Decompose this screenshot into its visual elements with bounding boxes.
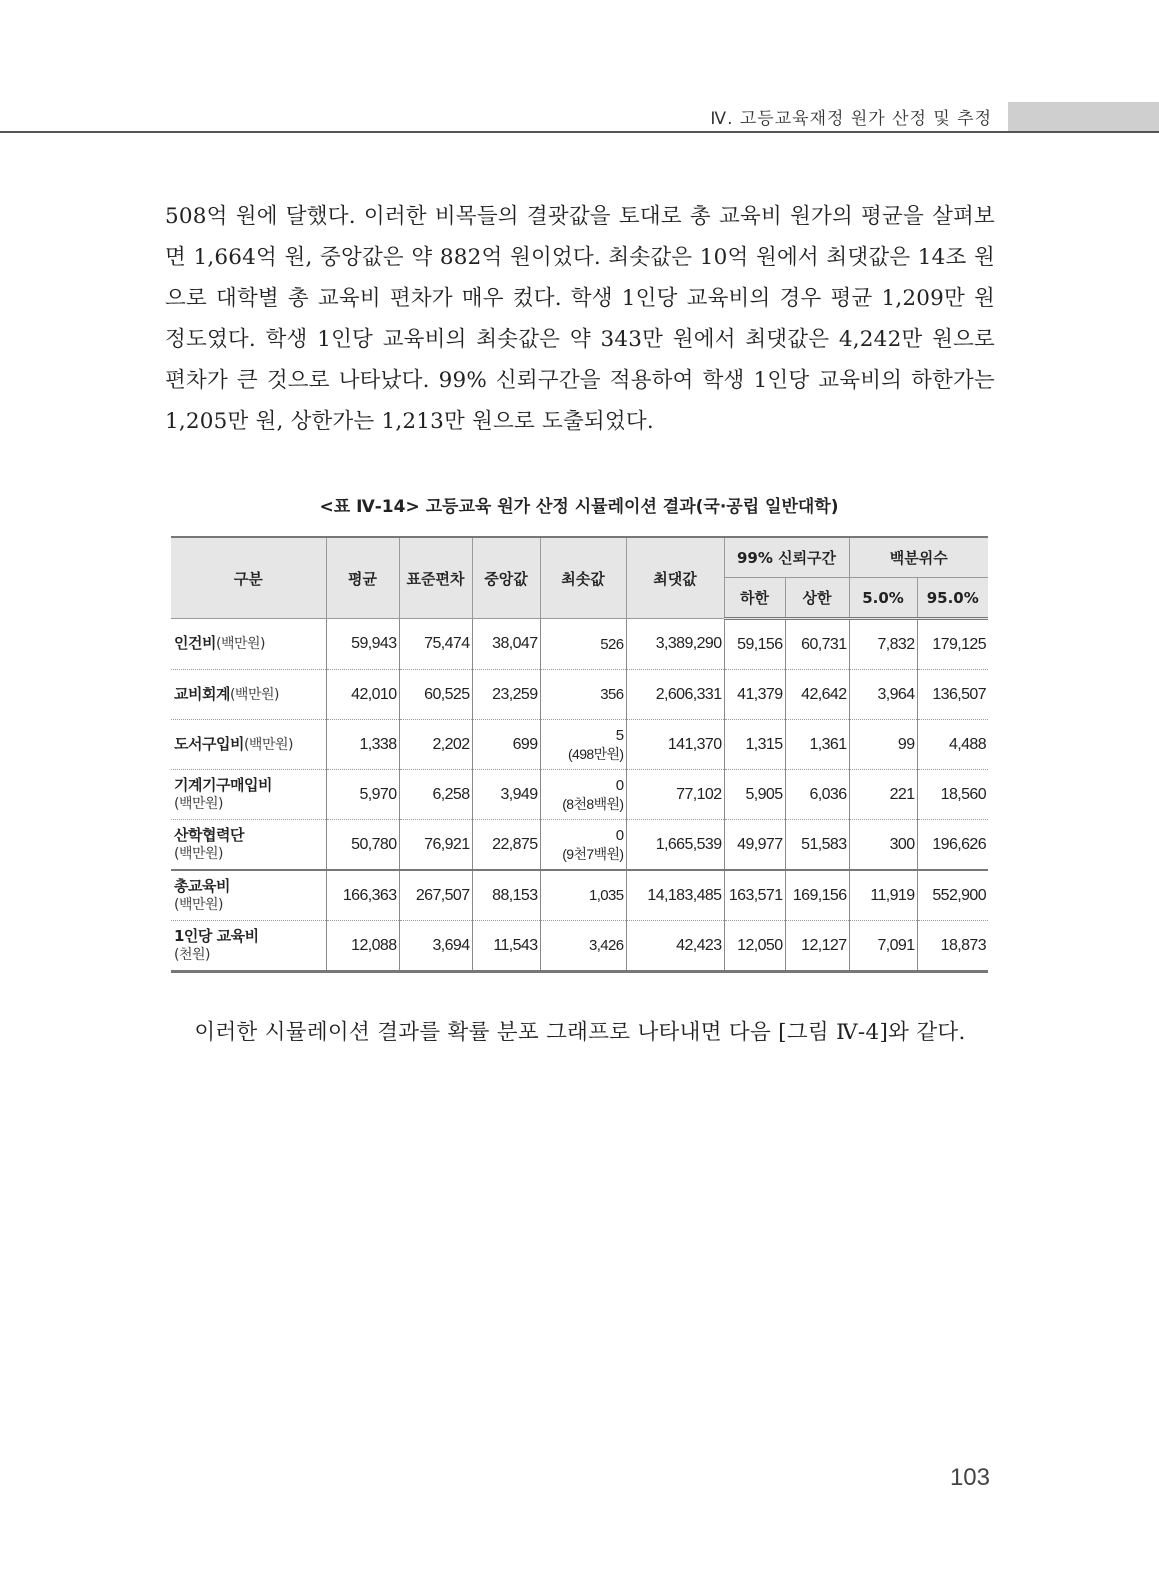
header-gray-block	[1008, 102, 1159, 131]
header-percentile: 백분위수	[849, 537, 988, 578]
cell-median: 699	[472, 720, 540, 770]
table-row	[171, 770, 988, 820]
header-mean: 평균	[326, 537, 399, 619]
cell-sd: 3,694	[399, 921, 472, 972]
cell-ci-low: 59,156	[724, 619, 785, 670]
cell-sd: 267,507	[399, 870, 472, 921]
row-label-unit: (백만원)	[174, 896, 223, 913]
table-row	[171, 921, 988, 972]
header-p5: 5.0%	[849, 578, 917, 619]
cell-min-note: (8천8백원)	[562, 795, 624, 812]
cell-p95: 552,900	[917, 870, 988, 921]
table-row	[171, 870, 988, 921]
cell-p5: 7,091	[849, 921, 917, 972]
row-label	[171, 670, 326, 720]
cell-median: 11,543	[472, 921, 540, 972]
cell-min	[540, 770, 626, 820]
row-label-name: 총교육비	[174, 876, 230, 895]
cell-ci-high: 1,361	[785, 720, 849, 770]
cell-p95: 136,507	[917, 670, 988, 720]
cell-p95: 18,873	[917, 921, 988, 972]
cell-min-value: 0	[615, 826, 624, 844]
table-row	[171, 720, 988, 770]
header-category: 구분	[171, 537, 326, 619]
cell-ci-high: 6,036	[785, 770, 849, 820]
cell-ci-low: 1,315	[724, 720, 785, 770]
cell-sd: 76,921	[399, 820, 472, 871]
cell-min	[540, 870, 626, 921]
cell-p95: 4,488	[917, 720, 988, 770]
row-label-name: 기계기구매입비	[174, 775, 272, 794]
cell-median: 38,047	[472, 619, 540, 670]
cell-median: 23,259	[472, 670, 540, 720]
header-max: 최댓값	[626, 537, 724, 619]
table-row	[171, 670, 988, 720]
cell-min	[540, 921, 626, 972]
row-label-unit: (백만원)	[243, 736, 293, 753]
body-paragraph: 508억 원에 달했다. 이러한 비목들의 결괏값을 토대로 총 교육비 원가의 평균을 살펴보면 1,664억 원, 중앙값은 약 882억 원이었다. 최솟값은 10억 원에서 최댓값은 14조 원으로 대학별 총 교육비 편차가 매우 컸다. 학생 1인당 교육비의 경우 평균 1,209만 원 정도였다. 학생 1인당 교육비의 최솟값은 약 343만 원에서 최댓값은 4,242만 원으로 편차가 큰 것으로 나타났다. 99% 신뢰구간을 적용하여 학생 1인당 교육비의 하한가는 1,205만 원, 상한가는 1,213만 원으로 도출되었다.	[165, 204, 995, 434]
table-row	[171, 820, 988, 871]
row-label-name: 1인당 교육비	[174, 926, 259, 945]
header-p95: 95.0%	[917, 578, 988, 619]
running-title: Ⅳ. 고등교육재정 원가 산정 및 추정	[710, 109, 992, 129]
cell-min-value: 526	[600, 635, 624, 653]
cell-p5: 3,964	[849, 670, 917, 720]
cell-min-value: 3,426	[588, 937, 624, 954]
row-label-unit: (천원)	[174, 946, 210, 963]
cell-max: 42,423	[626, 921, 724, 972]
cell-ci-high: 42,642	[785, 670, 849, 720]
cell-p95: 179,125	[917, 619, 988, 670]
cell-p95: 196,626	[917, 820, 988, 871]
cell-max: 14,183,485	[626, 870, 724, 921]
cell-max: 1,665,539	[626, 820, 724, 871]
cell-sd: 60,525	[399, 670, 472, 720]
cell-ci-high: 169,156	[785, 870, 849, 921]
cell-ci-high: 60,731	[785, 619, 849, 670]
cell-mean: 166,363	[326, 870, 399, 921]
cell-sd: 75,474	[399, 619, 472, 670]
cell-ci-low: 49,977	[724, 820, 785, 871]
row-label-name: 도서구입비	[174, 734, 244, 753]
row-label-name: 교비회계	[174, 684, 230, 703]
row-label	[171, 770, 326, 820]
cell-min	[540, 619, 626, 670]
cell-max: 3,389,290	[626, 619, 724, 670]
row-label	[171, 619, 326, 670]
cell-p5: 99	[849, 720, 917, 770]
cell-ci-low: 41,379	[724, 670, 785, 720]
header-sd: 표준편차	[399, 537, 472, 619]
row-label-unit: (백만원)	[229, 686, 279, 703]
cell-p95: 18,560	[917, 770, 988, 820]
cell-p5: 7,832	[849, 619, 917, 670]
cell-sd: 2,202	[399, 720, 472, 770]
cell-min	[540, 820, 626, 871]
cell-ci-low: 5,905	[724, 770, 785, 820]
cell-p5: 221	[849, 770, 917, 820]
cell-p5: 300	[849, 820, 917, 871]
simulation-results-table	[171, 536, 988, 973]
cell-ci-low: 163,571	[724, 870, 785, 921]
header-ci-high: 상한	[785, 578, 849, 619]
cell-min-value: 0	[615, 776, 624, 794]
after-table-paragraph: 이러한 시뮬레이션 결과를 확률 분포 그래프로 나타내면 다음 [그림 Ⅳ-4]와 같다.	[194, 1020, 966, 1045]
row-label-unit: (백만원)	[174, 845, 223, 862]
cell-median: 22,875	[472, 820, 540, 871]
cell-min-value: 1,035	[588, 887, 624, 904]
cell-min	[540, 720, 626, 770]
cell-mean: 50,780	[326, 820, 399, 871]
cell-p5: 11,919	[849, 870, 917, 921]
cell-median: 3,949	[472, 770, 540, 820]
table-caption: <표 Ⅳ-14> 고등교육 원가 산정 시뮬레이션 결과(국·공립 일반대학)	[319, 497, 839, 517]
cell-mean: 5,970	[326, 770, 399, 820]
row-label-unit: (백만원)	[174, 795, 223, 812]
cell-max: 2,606,331	[626, 670, 724, 720]
row-label	[171, 720, 326, 770]
cell-min-value: 356	[600, 686, 624, 703]
header-min: 최솟값	[540, 537, 626, 619]
row-label	[171, 921, 326, 972]
cell-min-note: (9천7백원)	[562, 845, 624, 862]
cell-ci-high: 51,583	[785, 820, 849, 871]
table-row	[171, 619, 988, 670]
cell-max: 141,370	[626, 720, 724, 770]
cell-median: 88,153	[472, 870, 540, 921]
row-label-unit: (백만원)	[215, 636, 265, 652]
cell-min-value: 5	[615, 726, 624, 744]
cell-mean: 1,338	[326, 720, 399, 770]
row-label	[171, 870, 326, 921]
row-label-name: 인건비	[174, 634, 216, 652]
header-ci: 99% 신뢰구간	[724, 537, 849, 578]
page-number: 103	[949, 1464, 990, 1491]
row-label-name: 산학협력단	[174, 825, 244, 844]
cell-max: 77,102	[626, 770, 724, 820]
header-ci-low: 하한	[724, 578, 785, 619]
cell-min	[540, 670, 626, 720]
cell-ci-high: 12,127	[785, 921, 849, 972]
cell-ci-low: 12,050	[724, 921, 785, 972]
cell-mean: 12,088	[326, 921, 399, 972]
header-median: 중앙값	[472, 537, 540, 619]
cell-sd: 6,258	[399, 770, 472, 820]
header-rule	[0, 131, 1159, 133]
cell-mean: 42,010	[326, 670, 399, 720]
cell-min-note: (498만원)	[567, 745, 624, 762]
row-label	[171, 820, 326, 871]
cell-mean: 59,943	[326, 619, 399, 670]
